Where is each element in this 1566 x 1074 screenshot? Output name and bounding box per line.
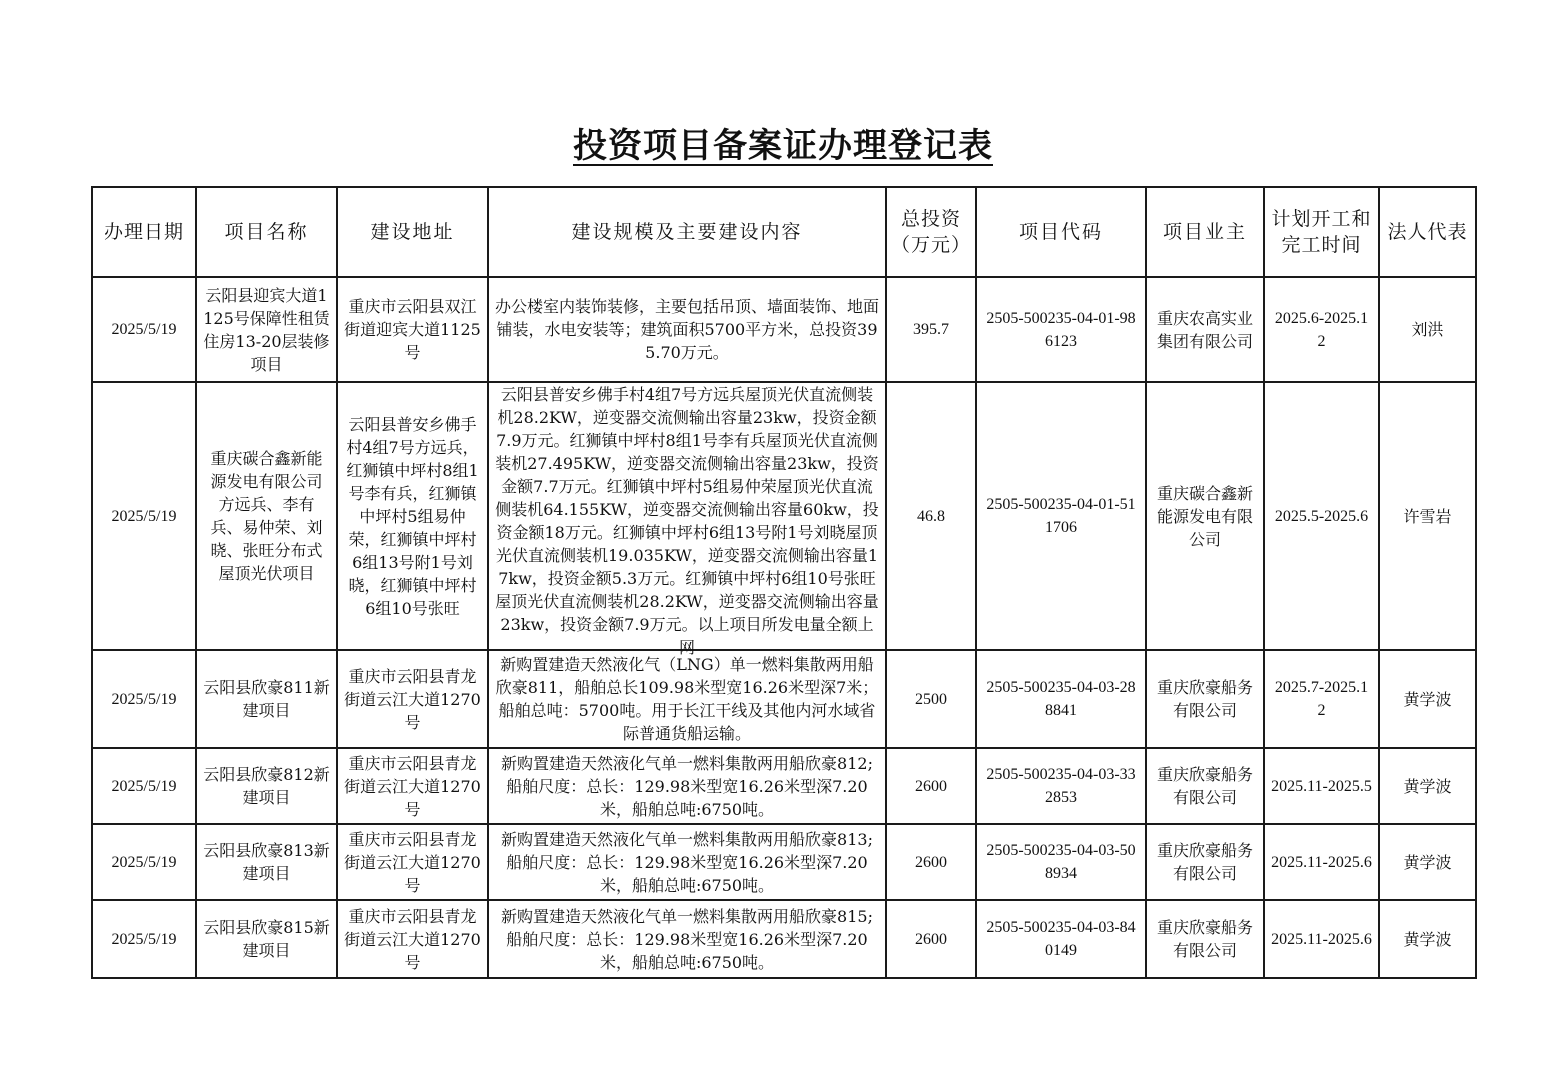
cell-address: 云阳县普安乡佛手村4组7号方远兵，红狮镇中坪村8组1号李有兵，红狮镇中坪村5组易仲荣，红狮镇中坪村6组13号附1号刘晓，红狮镇中坪村6组10号张旺 [337, 382, 488, 650]
cell-legal-rep: 许雪岩 [1379, 382, 1476, 650]
cell-code: 2505-500235-04-01-511706 [976, 382, 1146, 650]
cell-address: 重庆市云阳县青龙街道云江大道1270号 [337, 650, 488, 748]
cell-name: 云阳县欣豪813新建项目 [196, 824, 337, 900]
cell-code: 2505-500235-04-01-986123 [976, 277, 1146, 382]
cell-owner: 重庆农高实业集团有限公司 [1146, 277, 1264, 382]
cell-legal-rep: 黄学波 [1379, 900, 1476, 978]
cell-schedule: 2025.11-2025.6 [1264, 824, 1379, 900]
cell-investment: 46.8 [886, 382, 976, 650]
cell-schedule: 2025.11-2025.5 [1264, 748, 1379, 824]
cell-investment: 2500 [886, 650, 976, 748]
cell-legal-rep: 刘洪 [1379, 277, 1476, 382]
cell-schedule: 2025.5-2025.6 [1264, 382, 1379, 650]
cell-address: 重庆市云阳县青龙街道云江大道1270号 [337, 748, 488, 824]
header-row [92, 187, 1476, 277]
header-schedule: 计划开工和完工时间 [1264, 187, 1379, 277]
cell-content [488, 382, 886, 657]
cell-date: 2025/5/19 [92, 382, 196, 650]
cell-investment: 2600 [886, 900, 976, 978]
cell-date: 2025/5/19 [92, 748, 196, 824]
cell-owner: 重庆欣豪船务有限公司 [1146, 650, 1264, 748]
cell-investment: 2600 [886, 748, 976, 824]
table-row [92, 900, 1476, 978]
header-owner: 项目业主 [1146, 187, 1264, 277]
cell-owner: 重庆欣豪船务有限公司 [1146, 900, 1264, 978]
cell-code: 2505-500235-04-03-840149 [976, 900, 1146, 978]
cell-owner: 重庆碳合鑫新能源发电有限公司 [1146, 382, 1264, 650]
cell-schedule: 2025.11-2025.6 [1264, 900, 1379, 978]
header-content: 建设规模及主要建设内容 [488, 187, 886, 277]
cell-investment: 2600 [886, 824, 976, 900]
cell-schedule: 2025.7-2025.12 [1264, 650, 1379, 748]
cell-date: 2025/5/19 [92, 277, 196, 382]
table-row [92, 277, 1476, 382]
cell-content: 新购置建造天然液化气（LNG）单一燃料集散两用船欣豪811，船舶总长109.98米型宽16.26米型深7米；船舶总吨：5700吨。用于长江干线及其他内河水域省际普通货船运输。 [488, 650, 886, 748]
cell-owner: 重庆欣豪船务有限公司 [1146, 748, 1264, 824]
cell-owner: 重庆欣豪船务有限公司 [1146, 824, 1264, 900]
header-address: 建设地址 [337, 187, 488, 277]
table-row [92, 650, 1476, 748]
registration-table [91, 186, 1477, 979]
cell-name: 云阳县迎宾大道1125号保障性租赁住房13-20层装修项目 [196, 277, 337, 382]
cell-legal-rep: 黄学波 [1379, 748, 1476, 824]
document-title: 投资项目备案证办理登记表 [573, 126, 993, 166]
cell-content: 办公楼室内装饰装修，主要包括吊顶、墙面装饰、地面铺装，水电安装等；建筑面积5700平方米，总投资395.70万元。 [488, 277, 886, 382]
cell-schedule: 2025.6-2025.12 [1264, 277, 1379, 382]
cell-code: 2505-500235-04-03-288841 [976, 650, 1146, 748]
cell-code: 2505-500235-04-03-332853 [976, 748, 1146, 824]
cell-name: 重庆碳合鑫新能源发电有限公司方远兵、李有兵、易仲荣、刘晓、张旺分布式屋顶光伏项目 [196, 382, 337, 650]
header-legal-rep: 法人代表 [1379, 187, 1476, 277]
header-investment: 总投资（万元） [886, 187, 976, 277]
cell-date: 2025/5/19 [92, 824, 196, 900]
table-row [92, 748, 1476, 824]
cell-address: 重庆市云阳县双江街道迎宾大道1125号 [337, 277, 488, 382]
header-name: 项目名称 [196, 187, 337, 277]
table-row [92, 382, 1476, 650]
cell-content: 新购置建造天然液化气单一燃料集散两用船欣豪815;船舶尺度：总长：129.98米型宽16.26米型深7.20米，船舶总吨:6750吨。 [488, 900, 886, 978]
cell-code: 2505-500235-04-03-508934 [976, 824, 1146, 900]
cell-content: 新购置建造天然液化气单一燃料集散两用船欣豪812;船舶尺度：总长：129.98米型宽16.26米型深7.20米，船舶总吨:6750吨。 [488, 748, 886, 824]
cell-legal-rep: 黄学波 [1379, 650, 1476, 748]
cell-content: 新购置建造天然液化气单一燃料集散两用船欣豪813;船舶尺度：总长：129.98米型宽16.26米型深7.20米，船舶总吨:6750吨。 [488, 824, 886, 900]
cell-name: 云阳县欣豪815新建项目 [196, 900, 337, 978]
cell-name: 云阳县欣豪812新建项目 [196, 748, 337, 824]
cell-content-text: 云阳县普安乡佛手村4组7号方远兵屋顶光伏直流侧装机28.2KW，逆变器交流侧输出容量23kw，投资金额7.9万元。红狮镇中坪村8组1号李有兵屋顶光伏直流侧装机27.495KW，逆变器交流侧输出容量23kw，投资金额7.7万元。红狮镇中坪村5组易仲荣屋顶光伏直流侧装机64.155KW，逆变器交流侧输出容量60kw，投资金额18万元。红狮镇中坪村6组13号附1号刘晓屋顶光伏直流侧装机19.035KW，逆变器交流侧输出容量17kw，投资金额5.3万元。红狮镇中坪村6组10号张旺屋顶光伏直流侧装机28.2KW，逆变器交流侧输出容量23kw，投资金额7.9万元。以上项目所发电量全额上网 [495, 385, 879, 657]
cell-legal-rep: 黄学波 [1379, 824, 1476, 900]
header-code: 项目代码 [976, 187, 1146, 277]
header-date: 办理日期 [92, 187, 196, 277]
cell-address: 重庆市云阳县青龙街道云江大道1270号 [337, 824, 488, 900]
cell-date: 2025/5/19 [92, 650, 196, 748]
cell-address: 重庆市云阳县青龙街道云江大道1270号 [337, 900, 488, 978]
cell-date: 2025/5/19 [92, 900, 196, 978]
cell-investment: 395.7 [886, 277, 976, 382]
table-row [92, 824, 1476, 900]
cell-name: 云阳县欣豪811新建项目 [196, 650, 337, 748]
